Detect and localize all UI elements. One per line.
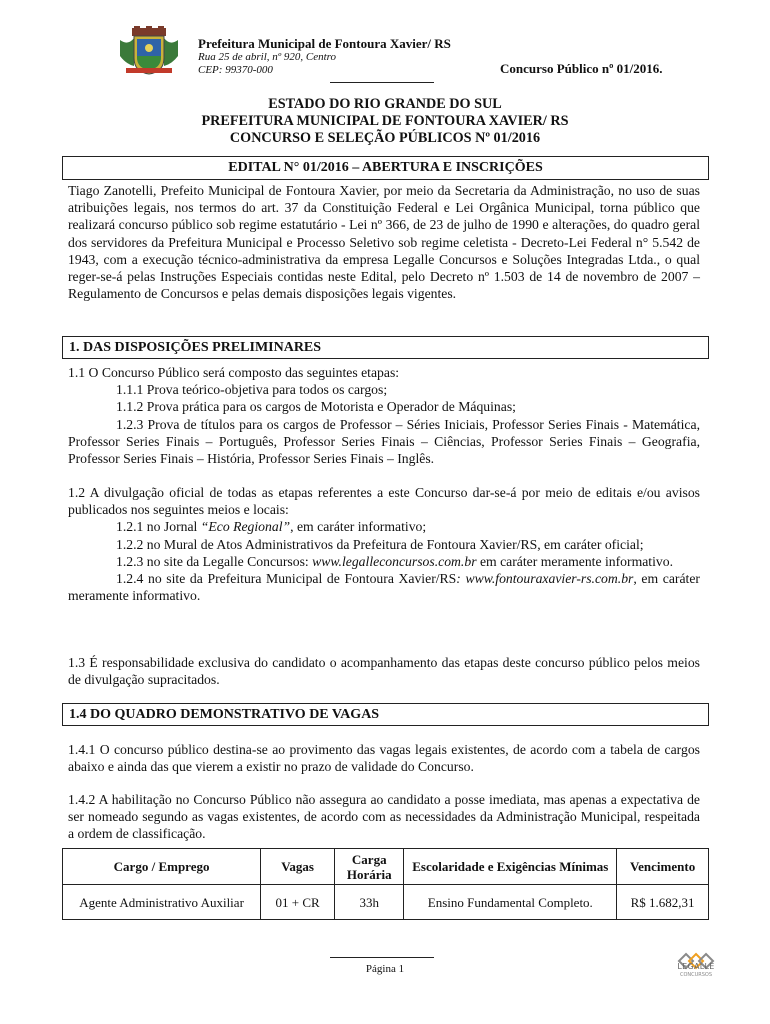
- col-header-vagas: Vagas: [261, 849, 335, 885]
- prefecture-title: PREFEITURA MUNICIPAL DE FONTOURA XAVIER/ RS: [201, 113, 569, 129]
- cell-vencimento: R$ 1.682,31: [617, 885, 709, 920]
- newspaper-name: “Eco Regional”: [200, 519, 291, 535]
- cell-carga: 33h: [335, 885, 404, 920]
- cell-escolaridade: Ensino Fundamental Completo.: [404, 885, 617, 920]
- item-1-2-1-text: 1.2.1 no Jornal: [116, 519, 201, 535]
- col-header-carga: Carga Horária: [335, 849, 404, 885]
- institution-name: Prefeitura Municipal de Fontoura Xavier/ RS: [198, 36, 451, 51]
- page-number: Página 1: [365, 963, 405, 975]
- item-1-1-1: 1.1.1 Prova teórico-objetiva para todos os cargos;: [116, 382, 388, 398]
- item-1-2-4-tail: , em caráter meramente informativo.: [68, 571, 700, 604]
- concurso-title: CONCURSO E SELEÇÃO PÚBLICOS Nº 01/2016: [229, 130, 541, 146]
- cell-cargo: Agente Administrativo Auxiliar: [63, 885, 261, 920]
- footer-divider: [330, 957, 434, 958]
- item-1-2-1-tail: , em caráter informativo;: [290, 519, 427, 535]
- item-1-1: 1.1 O Concurso Público será composto das seguintes etapas:: [68, 365, 400, 380]
- legalle-logo-text: LEGALLE: [677, 962, 715, 971]
- section-1-4-1-body: [68, 741, 700, 775]
- col-header-vencimento: Vencimento: [617, 849, 709, 885]
- item-1-4-1: 1.4.1 O concurso público destina-se ao provimento das vagas legais existentes, de acordo com a tabela de cargos abaixo e ainda das que vierem a existir no prazo de validade do Concurso.: [68, 742, 700, 775]
- table-header-row: [63, 849, 709, 885]
- header-divider: [330, 82, 434, 83]
- concurso-number: Concurso Público nº 01/2016.: [500, 61, 663, 76]
- section-1-4-heading: 1.4 DO QUADRO DEMONSTRATIVO DE VAGAS: [62, 703, 709, 726]
- item-1-2: 1.2 A divulgação oficial de todas as etapas referentes a este Concurso dar-se-á por meio de editais e/ou avisos publicados nos seguintes meios e locais:: [68, 485, 700, 518]
- prefecture-site-link[interactable]: : www.fontouraxavier-rs.com.br: [456, 571, 634, 587]
- item-1-2-2: 1.2.2 no Mural de Atos Administrativos da Prefeitura de Fontoura Xavier/RS, em caráter oficial;: [116, 536, 644, 552]
- table-row: [63, 885, 709, 920]
- section-1-2-body: [68, 484, 700, 604]
- item-1-3: 1.3 É responsabilidade exclusiva do candidato o acompanhamento das etapas deste concurso público pelos meios de divulgação supracitados.: [68, 655, 700, 688]
- item-1-2-3-site: [68, 553, 700, 570]
- cep-line: CEP: 99370-000: [198, 64, 273, 76]
- item-1-2-4-text: 1.2.4 no site da Prefeitura Municipal de Fontoura Xavier/RS: [116, 571, 457, 587]
- intro-paragraph: [68, 182, 700, 302]
- section-1-3-body: [68, 654, 700, 688]
- item-1-2-3: 1.2.3 Prova de títulos para os cargos de Professor – Séries Iniciais, Professor Series Finais - Matemática, Professor Series Finais – Português, Professor Series Finais – Ciências, Professor Series Finais – Geografia, Professor Series Finais – História, Professor Series Finais – Inglês.: [68, 416, 700, 467]
- cell-vagas: 01 + CR: [261, 885, 335, 920]
- document-titles: [0, 96, 770, 147]
- item-1-2-4: [68, 570, 700, 604]
- item-1-2-1: [68, 518, 700, 535]
- state-title: ESTADO DO RIO GRANDE DO SUL: [268, 96, 502, 112]
- municipal-coat-of-arms-logo: [118, 26, 180, 76]
- item-1-2-3-site-text: 1.2.3 no site da Legalle Concursos:: [116, 553, 313, 569]
- vagas-table: [62, 848, 709, 920]
- legalle-logo-subtext: CONCURSOS: [679, 972, 713, 978]
- legalle-site-link[interactable]: www.legalleconcursos.com.br: [312, 553, 477, 569]
- item-1-1-2: 1.1.2 Prova prática para os cargos de Motorista e Operador de Máquinas;: [116, 399, 516, 415]
- col-header-cargo: Cargo / Emprego: [63, 849, 261, 885]
- col-header-escolaridade: Escolaridade e Exigências Mínimas: [404, 849, 617, 885]
- edital-heading: EDITAL N° 01/2016 – ABERTURA E INSCRIÇÕES: [62, 156, 709, 180]
- address-line: Rua 25 de abril, nº 920, Centro: [198, 51, 337, 63]
- item-1-4-2: 1.4.2 A habilitação no Concurso Público não assegura ao candidato a posse imediata, mas apenas a expectativa de ser nomeado segundo as vagas existentes, de acordo com as necessidades da Administração Municipal, respeitada a ordem de classificação.: [68, 792, 700, 842]
- intro-text: Tiago Zanotelli, Prefeito Municipal de Fontoura Xavier, por meio da Secretaria da Administração, no uso de suas atribuições legais, nos termos do art. 37 da Constituição Federal e Lei Orgânica Municipal, torna público que realizará concurso público sob regime estatutário - Lei nº 366, de 23 de julho de 1990 e alterações, do quadro geral dos servidores da Prefeitura Municipal e Processo Seletivo sob regime celetista - Decreto-Lei Federal n° 5.542 de 1943, com a execução técnico-administrativa da empresa Legalle Concursos e Soluções Integradas Ltda., o qual reger-se-á pelas Instruções Especiais contidas neste Edital, pelo Decreto nº 1.503 de 14 de novembro de 2007 – Regulamento de Concursos e pelas demais disposições legais vigentes.: [68, 183, 700, 302]
- section-1-body: [68, 364, 700, 467]
- item-1-2-3-site-tail: em caráter meramente informativo.: [476, 553, 674, 569]
- section-1-heading: 1. DAS DISPOSIÇÕES PRELIMINARES: [62, 336, 709, 359]
- section-1-4-2-body: [68, 791, 700, 843]
